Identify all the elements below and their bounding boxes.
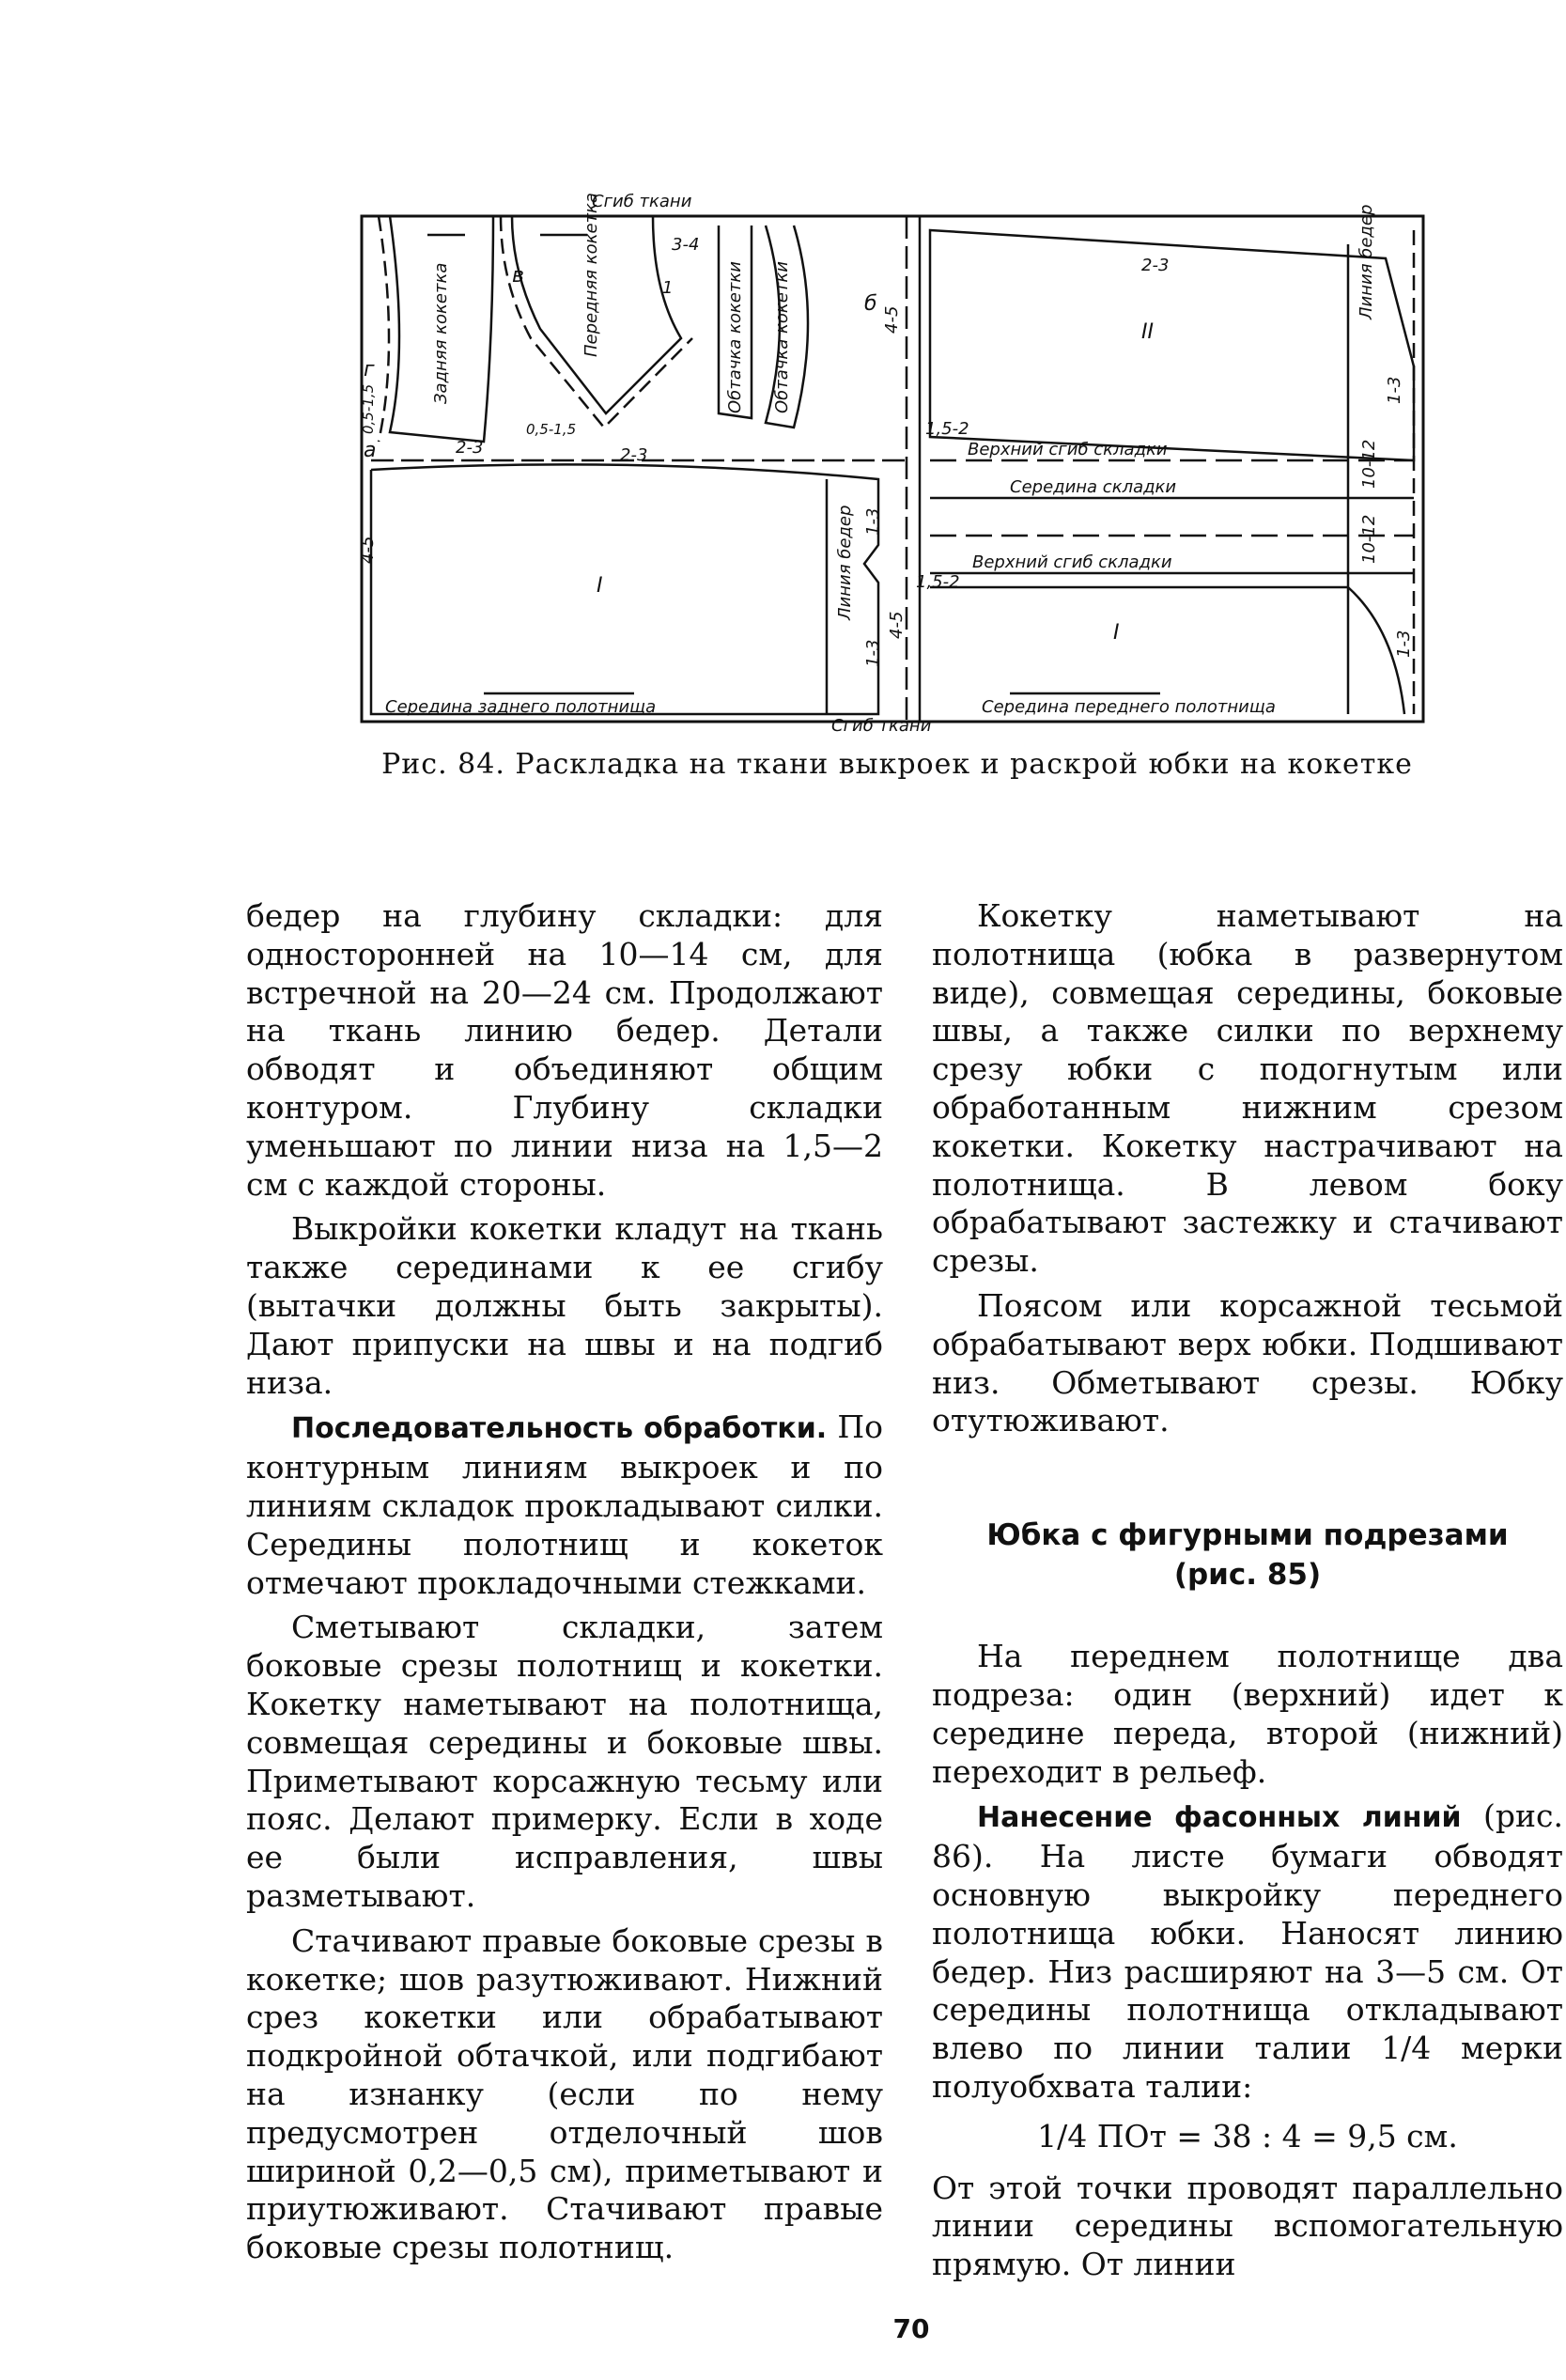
letter-g: г [364,358,375,381]
figure-caption: Рис. 84. Раскладка на ткани выкроек и раскрой юбки на кокетке [381,748,1413,781]
paragraph: Поясом или корсажной тесьмой обрабатывают верх юбки. Подшивают низ. Обметывают срезы. Юбку отутюживают. [932,1286,1563,1439]
section-heading-line-2: (рис. 85) [1173,1558,1322,1593]
letter-v: в [512,264,524,288]
dim-2-3-a: 2-3 [456,438,484,458]
dim-4-5-mid: 4-5 [882,305,902,334]
dim-1-5-2-b: 1,5-2 [916,572,960,592]
pleat-middle-label: Середина складки [1010,477,1177,497]
fabric-outline [362,216,1423,722]
dim-1-3-b: 1-3 [1394,630,1414,658]
roman-1-left: I [597,574,603,598]
layout-diagram [352,188,1433,733]
paragraph-text: По контурным линиям выкроек и по линиям складок прокладывают силки. Середины полотнищ и кокеток отмечают прокладочными стежками. [246,1408,883,1601]
section-heading-line-1: Юбка с фигурными подрезами [986,1518,1509,1553]
paragraph: От этой точки проводят параллельно линии середины вспомогательную прямую. От линии [932,2169,1563,2283]
front-center-label: Середина переднего полотнища [982,697,1276,717]
paragraph-title: Последовательность обработки. [291,1412,828,1446]
facing-label-2: Обтачка кокетки [772,261,792,413]
dim-4-5-left: 4-5 [358,536,378,564]
roman-1-right: I [1113,621,1120,645]
paragraph: На переднем полотнище два подреза: один (верхний) идет к середине переда, второй (нижний) переходит в рельеф. [932,1638,1563,1790]
paragraph: Выкройки кокетки кладут на ткань также серединами к ее сгибу (вытачки должны быть закрыты). Дают припуски на швы и на подгиб низа. [246,1210,883,1401]
letter-b: б [864,292,877,316]
paragraph: бедер на глубину складки: для односторонней на 10—14 см, для встречной на 20—24 см. Продолжают на ткань линию бедер. Детали обводят и объединяют общим контуром. Глубину складки уменьшают по линии низа на 1,5—2 см с каждой стороны. [246,897,883,1203]
section-heading [932,1516,1563,1594]
front-yoke-label: Передняя кокетка [581,193,601,357]
paragraph: Кокетку наметывают на полотнища (юбка в развернутом виде), совмещая середины, боковые швы, а также силки по верхнему срезу юбки с подогнутым или обработанным нижним срезом кокетки. Кокетку настрачивают на полотнища. В левом боку обрабатывают застежку и стачивают срезы. [932,897,1563,1280]
page-number: 70 [892,2313,930,2344]
roman-2: II [1141,320,1154,344]
dim-1-5-2-a: 1,5-2 [925,419,969,439]
hip-line-right-label: Линия бедер [1357,204,1376,319]
front-panel-upper [930,230,1414,460]
left-column [246,897,883,2274]
dim-0-5-1-5-a: 0,5-1,5 [360,383,377,434]
dim-10-12-a: 10-12 [1359,439,1379,489]
dim-1-3-d: 1-3 [863,639,883,667]
paragraph [246,1408,883,1602]
dim-1-3-c: 1-3 [863,507,883,536]
dim-4-5-low: 4-5 [887,611,907,639]
paragraph-title: Нанесение фасонных линий [977,1801,1462,1835]
back-center-label: Середина заднего полотнища [385,697,657,717]
right-column [932,897,1563,2291]
dim-1: 1 [662,278,674,298]
dim-3-4: 3-4 [672,235,700,255]
letter-a: а [364,439,377,462]
paragraph-text: (рис. 86). На листе бумаги обводят основную выкройку переднего полотнища юбки. Наносят линию бедер. Низ расширяют на 3—5 см. От середины полотнища откладывают влево по линии талии 1/4 мерки полуобхвата талии: [932,1797,1564,2105]
back-panel-shape [371,464,878,714]
facing-label-1: Обтачка кокетки [725,261,745,413]
formula: 1/4 ПОт = 38 : 4 = 9,5 см. [1037,2117,1458,2154]
dim-0-5-1-5-b: 0,5-1,5 [526,421,577,438]
paragraph: Стачивают правые боковые срезы в кокетке; шов разутюживают. Нижний срез кокетки или обрабатывают подкройной обтачкой, или подгибают на изнанку (если по нему предусмотрен отделочный шов шириной 0,2—0,5 см), приметывают и приутюживают. Стачивают правые боковые срезы полотнищ. [246,1921,883,2266]
fold-bottom-label: Сгиб ткани [831,716,932,733]
dim-2-3-c: 2-3 [1141,256,1170,275]
dim-1-3-a: 1-3 [1385,376,1404,404]
paragraph: Сметывают складки, затем боковые срезы полотнищ и кокетки. Кокетку наметывают на полотнища, совмещая середины и боковые швы. Приметывают корсажную тесьму или пояс. Делают примерку. Если в ходе ее были исправления, швы разметывают. [246,1609,883,1914]
paragraph [932,1797,1563,2106]
upper-fold-label-2: Верхний сгиб складки [972,552,1172,572]
back-yoke-label: Задняя кокетка [431,262,451,404]
dim-2-3-b: 2-3 [620,445,648,465]
dim-10-12-b: 10-12 [1359,514,1379,564]
hip-line-left-label: Линия бедер [835,505,855,620]
fold-top-label: Сгиб ткани [592,192,692,211]
upper-fold-label-1: Верхний сгиб складки [968,440,1168,459]
